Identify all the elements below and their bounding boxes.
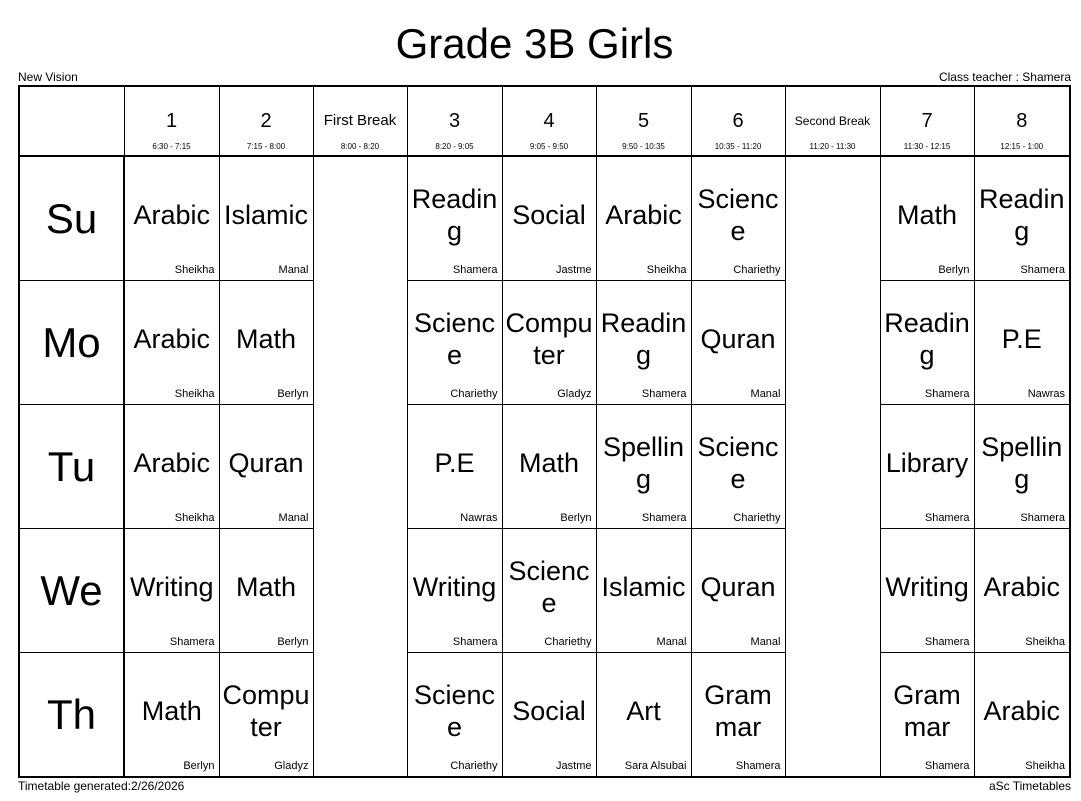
lesson-card[interactable] bbox=[124, 405, 219, 529]
lesson-teacher: Shamera bbox=[924, 388, 970, 400]
lesson-teacher: Shamera bbox=[924, 636, 970, 648]
lesson-teacher: Sheikha bbox=[1025, 760, 1065, 772]
lesson-subject: Library bbox=[885, 447, 969, 478]
lesson-card[interactable] bbox=[974, 156, 1070, 281]
lesson-teacher: Gladyz bbox=[557, 388, 592, 400]
lesson-teacher: Sheikha bbox=[646, 264, 687, 276]
lesson-card[interactable] bbox=[407, 405, 502, 529]
lesson-teacher: Shamera bbox=[924, 760, 970, 772]
lesson-card[interactable] bbox=[219, 281, 313, 405]
timetable-grid bbox=[18, 85, 1071, 778]
lesson-teacher: Manal bbox=[656, 636, 687, 648]
period-time: 8:00 - 8:20 bbox=[340, 142, 380, 151]
lesson-teacher: Nawras bbox=[460, 512, 498, 524]
period-header bbox=[880, 86, 974, 156]
period-time: 6:30 - 7:15 bbox=[152, 142, 191, 151]
lesson-card[interactable] bbox=[407, 529, 502, 653]
lesson-teacher: Chariethy bbox=[733, 512, 781, 524]
timetable-title: Grade 3B Girls bbox=[395, 20, 674, 67]
lesson-card[interactable] bbox=[407, 281, 502, 405]
lesson-card[interactable] bbox=[880, 529, 974, 653]
day-row bbox=[19, 156, 1070, 281]
lesson-card[interactable] bbox=[691, 405, 785, 529]
period-header-row bbox=[19, 86, 1070, 156]
period-time: 10:35 - 11:20 bbox=[714, 142, 762, 151]
lesson-card[interactable] bbox=[974, 281, 1070, 405]
day-name: We bbox=[40, 566, 103, 614]
lesson-card[interactable] bbox=[596, 405, 691, 529]
lesson-subject: P.E bbox=[1001, 323, 1042, 354]
period-number: 3 bbox=[448, 110, 461, 132]
lesson-subject: Science bbox=[697, 431, 779, 494]
day-row bbox=[19, 281, 1070, 405]
lesson-card[interactable] bbox=[124, 156, 219, 281]
school-name: New Vision bbox=[18, 70, 78, 84]
day-name: Su bbox=[45, 194, 98, 242]
lesson-card[interactable] bbox=[691, 653, 785, 778]
lesson-subject: Arabic bbox=[133, 447, 211, 478]
lesson-card[interactable] bbox=[407, 653, 502, 778]
day-name: Tu bbox=[47, 442, 96, 490]
lesson-teacher: Shamera bbox=[924, 512, 970, 524]
lesson-teacher: Manal bbox=[750, 388, 781, 400]
break-cell bbox=[313, 405, 407, 529]
lesson-subject: Spelling bbox=[981, 431, 1063, 494]
day-cell bbox=[19, 529, 124, 653]
period-time: 8:20 - 9:05 bbox=[435, 142, 474, 151]
lesson-teacher: Jastme bbox=[556, 264, 592, 276]
lesson-subject: Science bbox=[413, 307, 496, 370]
lesson-subject: Islamic bbox=[223, 199, 308, 230]
lesson-subject: P.E bbox=[434, 447, 475, 478]
lesson-card[interactable] bbox=[974, 529, 1070, 653]
lesson-subject: Social bbox=[512, 199, 586, 230]
lesson-teacher: Berlyn bbox=[560, 512, 592, 524]
break-cell bbox=[785, 653, 880, 778]
break-cell bbox=[313, 529, 407, 653]
lesson-teacher: Chariethy bbox=[733, 264, 781, 276]
lesson-subject: Math bbox=[896, 199, 958, 230]
lesson-subject: Quran bbox=[700, 323, 776, 354]
break-cell bbox=[785, 156, 880, 281]
lesson-card[interactable] bbox=[219, 156, 313, 281]
lesson-subject: Islamic bbox=[601, 571, 686, 602]
lesson-card[interactable] bbox=[691, 529, 785, 653]
lesson-teacher: Shamera bbox=[169, 636, 215, 648]
lesson-teacher: Berlyn bbox=[938, 264, 970, 276]
period-header bbox=[219, 86, 313, 156]
break-name: Second Break bbox=[794, 114, 871, 128]
lesson-teacher: Shamera bbox=[1020, 264, 1065, 276]
lesson-subject: Social bbox=[512, 695, 586, 726]
period-header bbox=[407, 86, 502, 156]
lesson-subject: Arabic bbox=[133, 199, 211, 230]
break-cell bbox=[313, 281, 407, 405]
period-time: 11:30 - 12:15 bbox=[903, 142, 951, 151]
lesson-card[interactable] bbox=[974, 405, 1070, 529]
lesson-subject: Arabic bbox=[983, 695, 1061, 726]
lesson-teacher: Chariethy bbox=[450, 760, 498, 772]
break-name: First Break bbox=[323, 112, 397, 129]
break-cell bbox=[313, 653, 407, 778]
lesson-subject: Science bbox=[413, 679, 496, 742]
lesson-teacher: Sheikha bbox=[174, 388, 215, 400]
period-number: 1 bbox=[165, 110, 178, 132]
period-number: 7 bbox=[921, 110, 933, 132]
day-name: Th bbox=[46, 690, 96, 738]
period-header bbox=[596, 86, 691, 156]
lesson-teacher: Chariethy bbox=[450, 388, 498, 400]
lesson-card[interactable] bbox=[596, 281, 691, 405]
lesson-subject: Math bbox=[141, 695, 202, 726]
lesson-card[interactable] bbox=[974, 653, 1070, 778]
lesson-card[interactable] bbox=[124, 281, 219, 405]
period-header bbox=[691, 86, 785, 156]
lesson-subject: Arabic bbox=[605, 199, 682, 230]
lesson-card[interactable] bbox=[880, 281, 974, 405]
lesson-teacher: Nawras bbox=[1027, 388, 1065, 400]
lesson-teacher: Manal bbox=[278, 512, 309, 524]
period-number: 5 bbox=[637, 110, 650, 132]
lesson-teacher: Sara Alsubai bbox=[624, 760, 687, 772]
lesson-card[interactable] bbox=[407, 156, 502, 281]
lesson-subject: Quran bbox=[228, 447, 304, 478]
lesson-teacher: Manal bbox=[278, 264, 309, 276]
lesson-subject: Writing bbox=[412, 571, 497, 602]
lesson-teacher: Berlyn bbox=[277, 388, 309, 400]
lesson-subject: Grammar bbox=[893, 679, 961, 742]
day-row bbox=[19, 405, 1070, 529]
lesson-teacher: Shamera bbox=[735, 760, 781, 772]
lesson-teacher: Shamera bbox=[452, 636, 498, 648]
lesson-teacher: Sheikha bbox=[174, 264, 215, 276]
lesson-card[interactable] bbox=[596, 529, 691, 653]
day-row bbox=[19, 529, 1070, 653]
lesson-teacher: Shamera bbox=[641, 512, 687, 524]
lesson-card[interactable] bbox=[219, 405, 313, 529]
lesson-card[interactable] bbox=[502, 281, 596, 405]
lesson-card[interactable] bbox=[596, 653, 691, 778]
lesson-subject: Writing bbox=[129, 571, 214, 602]
break-cell bbox=[785, 529, 880, 653]
lesson-teacher: Sheikha bbox=[174, 512, 215, 524]
lesson-subject: Science bbox=[508, 555, 590, 618]
lesson-teacher: Shamera bbox=[641, 388, 687, 400]
period-header bbox=[124, 86, 219, 156]
lesson-card[interactable] bbox=[502, 653, 596, 778]
lesson-subject: Math bbox=[518, 447, 580, 478]
period-number: 2 bbox=[260, 110, 272, 132]
period-time: 11:20 - 11:30 bbox=[809, 142, 856, 151]
period-time: 9:05 - 9:50 bbox=[529, 142, 569, 151]
day-cell bbox=[19, 653, 124, 778]
lesson-subject: Science bbox=[697, 183, 779, 246]
lesson-teacher: Chariethy bbox=[544, 636, 592, 648]
lesson-subject: Art bbox=[626, 695, 661, 726]
lesson-card[interactable] bbox=[219, 529, 313, 653]
lesson-card[interactable] bbox=[880, 156, 974, 281]
lesson-subject: Quran bbox=[700, 571, 776, 602]
lesson-card[interactable] bbox=[502, 529, 596, 653]
lesson-card[interactable] bbox=[124, 529, 219, 653]
lesson-teacher: Jastme bbox=[556, 760, 592, 772]
period-header bbox=[502, 86, 596, 156]
corner-cell bbox=[19, 86, 124, 156]
period-number: 8 bbox=[1016, 110, 1028, 132]
day-cell bbox=[19, 405, 124, 529]
day-name: Mo bbox=[42, 318, 101, 366]
brand-footer: aSc Timetables bbox=[988, 779, 1071, 793]
lesson-card[interactable] bbox=[502, 156, 596, 281]
break-cell bbox=[313, 156, 407, 281]
lesson-subject: Grammar bbox=[704, 679, 772, 742]
period-number: 6 bbox=[732, 110, 744, 132]
break-header bbox=[785, 86, 880, 156]
break-cell bbox=[785, 405, 880, 529]
period-time: 9:50 - 10:35 bbox=[622, 142, 665, 151]
period-time: 12:15 - 1:00 bbox=[1000, 142, 1044, 151]
lesson-subject: Spelling bbox=[602, 431, 685, 494]
break-cell bbox=[785, 281, 880, 405]
lesson-subject: Arabic bbox=[983, 571, 1061, 602]
break-header bbox=[313, 86, 407, 156]
lesson-card[interactable] bbox=[880, 405, 974, 529]
lesson-subject: Reading bbox=[884, 307, 970, 370]
lesson-teacher: Berlyn bbox=[183, 760, 215, 772]
period-time: 7:15 - 8:00 bbox=[246, 142, 286, 151]
lesson-teacher: Berlyn bbox=[277, 636, 309, 648]
day-cell bbox=[19, 156, 124, 281]
lesson-card[interactable] bbox=[502, 405, 596, 529]
lesson-subject: Computer bbox=[505, 307, 593, 370]
period-header bbox=[974, 86, 1070, 156]
lesson-card[interactable] bbox=[691, 156, 785, 281]
lesson-card[interactable] bbox=[691, 281, 785, 405]
day-row bbox=[19, 653, 1070, 778]
lesson-teacher: Manal bbox=[750, 636, 781, 648]
lesson-subject: Arabic bbox=[133, 323, 211, 354]
lesson-subject: Computer bbox=[222, 679, 310, 742]
lesson-subject: Math bbox=[235, 571, 297, 602]
lesson-card[interactable] bbox=[219, 653, 313, 778]
lesson-subject: Reading bbox=[978, 183, 1065, 246]
lesson-subject: Reading bbox=[600, 307, 687, 370]
generated-date: Timetable generated:2/26/2026 bbox=[18, 779, 185, 793]
lesson-teacher: Shamera bbox=[1020, 512, 1065, 524]
lesson-subject: Reading bbox=[411, 183, 498, 246]
lesson-teacher: Gladyz bbox=[274, 760, 309, 772]
period-number: 4 bbox=[543, 110, 555, 132]
class-teacher: Class teacher : Shamera bbox=[938, 70, 1071, 84]
lesson-card[interactable] bbox=[880, 653, 974, 778]
lesson-card[interactable] bbox=[124, 653, 219, 778]
lesson-subject: Math bbox=[235, 323, 297, 354]
day-cell bbox=[19, 281, 124, 405]
lesson-card[interactable] bbox=[596, 156, 691, 281]
lesson-subject: Writing bbox=[885, 571, 969, 602]
lesson-teacher: Sheikha bbox=[1025, 636, 1065, 648]
lesson-teacher: Shamera bbox=[452, 264, 498, 276]
